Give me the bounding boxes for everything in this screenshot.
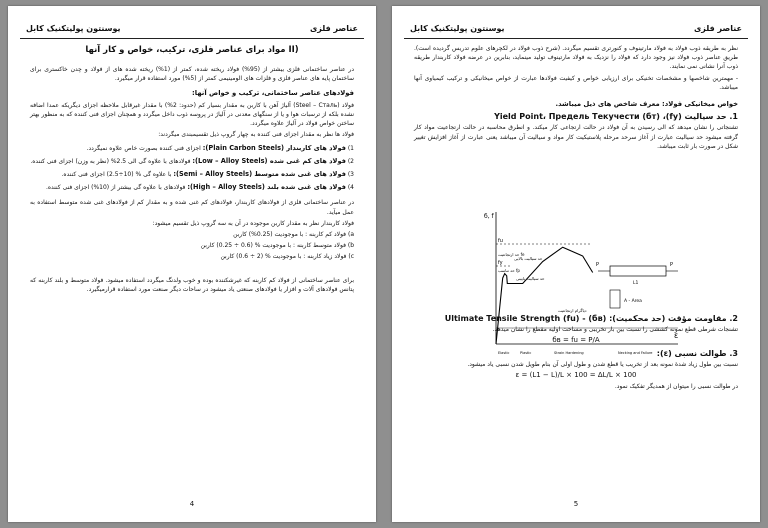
load-label: P [596, 262, 600, 268]
zone-label: Necking and Failure [618, 351, 653, 355]
item-number: 4) [347, 184, 354, 192]
upper-yield-label: حد سیالیت بالایی [514, 256, 543, 261]
intro-paragraph: در عناصر ساختمانی فلزی بیشتر از (95%) فولاد ریخته شده، کمتر از (1%) ریخته شده های از فولاد و چدن خاکستری برای ساختمان پایه های عناصر فلزی و فلزات های الومینیمی کمتر از (5%) مورد استفاده قرار میگیرد. [30, 66, 355, 83]
section-sketch [610, 290, 620, 308]
header-institution: یوسنتون پولیتکنیک کابل [410, 24, 505, 33]
elongation-heading: 3. طوالت نسبی (ε): [656, 348, 738, 358]
uts-formula: бв = fu = P/A [552, 336, 600, 345]
list-item [30, 183, 354, 192]
elongation-note: در طوالت نسبی را میتوان از همدیگر تفکیک نمود. [614, 383, 738, 391]
page-left [8, 6, 376, 522]
item-text: فولادهای با علاوه گی بیشتر از (10%) اجزای فنی کننده. [45, 184, 186, 192]
stress-strain-chart [478, 204, 688, 366]
closing-paragraph: برای عناصر ساختمانی از فولاد کم کاربنه که غیرشکننده بوده و خوب ولدنگ میگردد استفاده میشود. فولاد متوسط و بلند کاربنه که پتانس فولادهای آلات و افزار یا فولادهای صنعتی یاد میشود در ساحات دیگر صنعت مورد استفاده قرارمیگیرد. [30, 276, 354, 293]
elastic-limit-label: حد ارتجاعیت fe [498, 252, 525, 257]
carbon-intro: فولاد کاربندار نظر به مقدار کاربن موجوده در آن به سه گروپ ذیل تقسیم میشود: [152, 219, 354, 227]
item-title: فولاد های غنی شده متوسط (Semi – Alloy Steels): [173, 170, 346, 179]
list-item [30, 170, 354, 179]
item-number: 3) [347, 171, 354, 179]
carbon-item: b) فولاد متوسط کاربنه : با موجودیت % (0.6 ÷ 0.25) کاربن [200, 242, 354, 250]
page-right [392, 6, 760, 522]
page-body [30, 44, 354, 296]
specimen-sketch [610, 266, 666, 276]
item-text: اجزای فنی کننده بصورت خاص علاوه نمیگردد. [86, 144, 201, 152]
list-item [30, 144, 354, 153]
item-title: فولاد های کاربندار (Plain Carbon Steels): [202, 143, 346, 152]
item-number: 2) [347, 157, 354, 165]
length-label: L1 [633, 281, 639, 286]
mech-title: خواص میخانیکی فولاد: معرف شاخص های ذیل میباشد. [555, 100, 738, 109]
stress-strain-curve [496, 247, 593, 344]
x-axis-label: ε [674, 331, 679, 340]
elongation-formula: ε = (L1 − L)/L × 100 = ΔL/L × 100 [515, 371, 637, 380]
header-course-title: عناصر فلزی [693, 24, 742, 33]
area-label: A - Area [624, 299, 642, 304]
fu-label: fu [498, 238, 503, 244]
page-number: 5 [573, 500, 579, 508]
lower-yield-label: حد سیالیت پایینی [516, 276, 545, 281]
uts-heading: 2. مقاومت مؤقت (حد محکمیت): Ultimate Tensile Strength (fu) - (бв) [444, 314, 738, 324]
item-text: فولادهای با علاوه گی الی 2.5% (نظر به وزن) اجزای فنی کننده. [30, 157, 191, 165]
bullet-paragraph: - مهمترین شاخصها و مشخصات تخنیکی برای ارزیابی خواص و کیفیت فولادها عبارت از خواص میخانیکی و ترکیب کیمیاوی آنها میباشد. [414, 74, 738, 91]
page-number: 4 [189, 500, 195, 508]
zone-label: Plastic [520, 351, 532, 355]
list-item [30, 157, 354, 166]
item-title: فولاد های غنی شده بلند (High – Alloy Steels): [187, 183, 346, 192]
elongation-paragraph: نسبت بین طول زیاد شدة نمونه بعد از تخریب یا قطع شدن و طول اولی آن بنام طویل شدن نسبی یاد میشود. [467, 360, 738, 368]
intro-paragraph: نظر به طریقه ذوب فولاد به فولاد مارتینوف و کنورتری تقسیم میگردد. (شرح ذوب فولاد در لکچرهای علوم تدریس گردیده است). طریق عناصر ذوب فولاد نیز وجود دارد که فولاد را نزدیک به فولاد مارتینوف تولید مینماید، بنابرین در عرضه فولاد کاربندار طریقه ذوب آنرا نشانی نمی نمایند. [414, 45, 738, 71]
carbon-item: c) فولاد زیاد کاربنه : با موجودیت % (2 ÷ 0.6) کاربن [220, 253, 354, 261]
usage-paragraph: در عناصر ساختمانی فلزی از فولادهای کاربندار، فولادهای کم غنی شده و به مقدار کم از فولادهای غنی شده متوسط استفاده به عمل میآید. [30, 199, 354, 216]
section-title: (II مواد برای عناصر فلزی، ترکیب، خواص و کار آنها [85, 45, 299, 55]
zone-label: Elastic [498, 351, 510, 355]
header-institution: یوسنتون پولیتکنیک کابل [26, 24, 121, 33]
y-axis-label: б, f [484, 213, 494, 220]
yield-heading: 1. حد سیالیت (fy)، Yield Point، Предель Текучести (бт) [494, 112, 738, 122]
fy-label: fy [498, 260, 503, 266]
page-header [20, 20, 364, 39]
zone-label: Strain Hardening [554, 351, 584, 355]
yield-paragraph: تشنجاتی را نشان میدهد که الی رسیدن به آن فولاد در حالت ارتجاعی کار میکند. و انطرق محاسبه در حالت ارتجاعیت مواد کار گرفته میشود حد سیالیت عبارت از آغاز سرحد مرحله پلاستیکیت کار مواد و سیالیت آن میباشد یعنی عبارت از آغاز افزایش تغییر شکل در صورت بار ثابت میباشد. [414, 124, 738, 150]
header-course-title: عناصر فلزی [309, 24, 358, 33]
subheading: فولادهای عناصر ساختمانی، ترکیب و خواص آنها: [192, 88, 354, 97]
uts-paragraph: تشنجات شرطی قطع نمونه کششی را نسبت بین بار تخریبی و مساحت اولیه مقطع را نشان میدهد. [492, 326, 738, 334]
proportional-limit-label: حد تناسب fp [498, 268, 520, 273]
item-number: 1) [347, 144, 354, 152]
elastic-diagram-label: دیاگرام ارتجاعیت [558, 308, 587, 313]
item-text: با علاوه گی % (10÷2.5) اجزای فنی کننده. [61, 171, 172, 179]
load-label: P [670, 262, 674, 268]
classes-intro: فولاد ها نظر به مقدار اجزای فنی کننده به چهار گروپ ذیل تقسیمبندی میگردند: [158, 131, 354, 139]
steel-paragraph: فولاد (Steel – Сталь) آلیاژ آهن با کاربن به مقدار بسیار کم (حدود: 2%) با مقدار غیرقابل ملاحظه اجزای دیگریکه عمدا اضافه نشده بلکه از ترسبات هوا و یا از سنگهای معدنی در آلیاژ در پروسه ذوب داخل میگردد و همچنان اجزای فنی کننده که به منظور بهتر ساختن خواص فولاد در آلیاژ علاوه میگردد. [30, 101, 354, 128]
carbon-item: a) فولاد کم کاربنه : با موجودیت (0.25%) کاربن [233, 231, 354, 239]
page-header [404, 20, 748, 39]
item-title: فولاد های کم غنی شده (Low – Alloy Steels): [192, 156, 346, 165]
